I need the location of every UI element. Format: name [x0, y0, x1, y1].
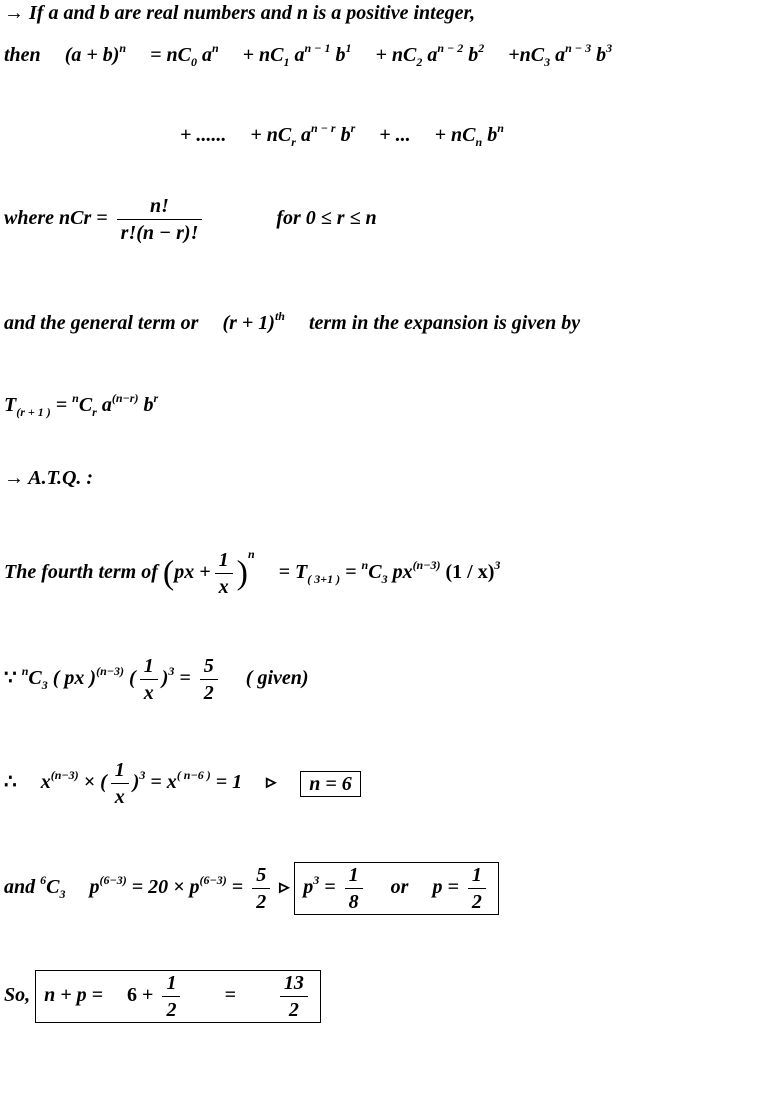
so-num: 1 [162, 973, 180, 997]
term-3-b: b [596, 44, 607, 66]
fourth-n-sup: n [361, 558, 369, 572]
term-0-sub: 0 [190, 55, 197, 69]
expansion-lead: then [4, 44, 41, 66]
final-answer-box [35, 970, 321, 1023]
t-c: C [78, 394, 93, 416]
expansion-lhs-exp: n [119, 41, 127, 55]
andp-eq: = 20 × p [131, 876, 200, 899]
since-given: ( given) [245, 667, 309, 690]
atq-line [4, 468, 93, 488]
t-a-exp: (n−r) [111, 391, 139, 405]
term-1-b-exp: 1 [345, 41, 352, 55]
t-c-sub: r [92, 405, 97, 419]
therefore-times: × ( [83, 771, 107, 794]
term-1: + nC [242, 44, 284, 66]
fourth-c: C [368, 561, 382, 583]
since-rden: 2 [203, 682, 214, 704]
term-2-sub: 2 [416, 55, 423, 69]
expansion-line-2 [180, 122, 504, 148]
open-paren: ( [162, 554, 175, 592]
t-b: b [143, 394, 154, 416]
ncr-condition: for 0 ≤ r ≤ n [276, 207, 377, 230]
since-num: 1 [140, 656, 158, 680]
box-num-2: 1 [468, 865, 486, 889]
fourth-eq2: = [345, 561, 357, 583]
term-3-sub: 3 [544, 55, 551, 69]
therefore-x-exp: (n−3) [50, 768, 79, 783]
so-fraction [162, 973, 180, 1020]
t-n-sup: n [72, 391, 79, 405]
fourth-c-sub: 3 [381, 572, 388, 586]
term-2-a: a [427, 44, 438, 66]
atq-text: A.T.Q. : [28, 467, 94, 489]
since-rnum: 5 [200, 656, 218, 680]
box-den-2: 2 [471, 891, 482, 913]
since-n-sup: n [21, 664, 29, 679]
expansion-dots: + ...... [180, 124, 227, 146]
therefore-close-exp: 3 [139, 768, 146, 783]
since-den: x [143, 682, 154, 704]
therefore-close: ) [132, 771, 140, 794]
ncr-denominator: r!(n − r)! [120, 222, 199, 244]
term-2-b-exp: 2 [478, 41, 485, 55]
t-sub: (r + 1 ) [16, 405, 51, 419]
box-fraction-2 [468, 865, 486, 912]
ncr-fraction [117, 196, 203, 243]
result-n: n = 6 [309, 772, 352, 795]
andp-c: C [46, 876, 60, 899]
and-p-line [4, 862, 499, 915]
term-0-a-exp: n [211, 41, 219, 55]
general-text-2: term in the expansion is given by [308, 312, 581, 334]
because-icon: ∵ [4, 667, 17, 690]
fourth-lead: The fourth term of [4, 561, 158, 583]
so-six: 6 + [127, 984, 154, 1007]
since-c-sub: 3 [41, 678, 48, 693]
andp-c-sub: 3 [59, 887, 66, 902]
fourth-exp: n [247, 547, 255, 561]
ncr-numerator: n! [117, 196, 203, 220]
close-paren: ) [236, 554, 248, 592]
fourth-px: px + [174, 561, 211, 583]
t-formula-line [4, 392, 158, 418]
arrow-icon: → [4, 2, 24, 24]
ncr-lead: where nCr = [4, 207, 108, 230]
andp-p: p [89, 876, 100, 899]
term-r-a-exp: n − r [310, 121, 336, 135]
term-3-b-exp: 3 [606, 41, 613, 55]
term-r-a: a [300, 124, 311, 146]
term-0: = nC [150, 44, 191, 66]
therefore-den: x [114, 786, 125, 808]
fourth-px2: px [392, 561, 413, 583]
so-den: 2 [166, 999, 177, 1021]
so-eq: = [224, 984, 236, 1007]
so-lhs: n + p = [44, 984, 104, 1007]
therefore-num: 1 [111, 760, 129, 784]
result-n-box [300, 771, 361, 797]
therefore-icon: ∴ [4, 771, 17, 794]
since-px-exp: (n−3) [96, 664, 125, 679]
term-1-sub: 1 [283, 55, 290, 69]
therefore-eq: = x [150, 771, 177, 794]
fourth-tail: (1 / x) [445, 561, 495, 583]
fourth-t-sub: ( 3+1 ) [307, 572, 341, 586]
general-th: th [274, 309, 285, 323]
t-symbol: T [4, 394, 17, 416]
box-or: or [390, 876, 409, 899]
andp-den: 2 [256, 891, 267, 913]
term-1-a-exp: n − 1 [304, 41, 331, 55]
andp-fraction [252, 865, 270, 912]
box-den-1: 8 [348, 891, 359, 913]
t-a: a [101, 394, 112, 416]
box-p2: p = [432, 876, 459, 899]
therefore-eq2: = 1 [215, 771, 243, 794]
term-n-b-exp: n [497, 121, 504, 135]
t-b-exp: r [153, 391, 159, 405]
since-close: ) [161, 667, 169, 690]
therefore-line [4, 760, 361, 807]
term-r-sub: r [291, 135, 296, 149]
andp-p2-exp: (6−3) [199, 873, 227, 888]
fourth-tail-exp: 3 [494, 558, 501, 572]
box-fraction-1 [345, 865, 363, 912]
term-3-a: a [555, 44, 566, 66]
fourth-px-exp: (n−3) [412, 558, 441, 572]
term-1-b: b [335, 44, 346, 66]
intro-line [4, 3, 475, 23]
so-result-fraction [280, 973, 308, 1020]
andp-six: 6 [40, 873, 47, 888]
box-p: p [303, 876, 314, 899]
fourth-fraction [215, 550, 233, 597]
andp-lead: and [4, 876, 36, 899]
fourth-eq1: = T [278, 561, 308, 583]
term-3-a-exp: n − 3 [565, 41, 592, 55]
term-n-sub: n [475, 135, 483, 149]
so-line [4, 970, 321, 1023]
triangle-right-icon: ▹ [279, 876, 290, 899]
so-rnum: 13 [280, 973, 308, 997]
intro-text: If a and b are real numbers and n is a positive integer, [29, 2, 476, 24]
expansion-lhs: (a + b) [64, 44, 120, 66]
since-rhs-fraction [200, 656, 218, 703]
andp-p-exp: (6−3) [99, 873, 127, 888]
fourth-den: x [218, 575, 229, 598]
fourth-term-line [4, 548, 500, 597]
term-n: + nC [434, 124, 476, 146]
term-0-a: a [201, 44, 212, 66]
expansion-mid: + ... [379, 124, 411, 146]
general-text-1: and the general term or [4, 312, 199, 334]
box-num-1: 1 [345, 865, 363, 889]
since-px: ( px ) [52, 667, 97, 690]
so-rden: 2 [288, 999, 299, 1021]
so-lead: So, [4, 984, 31, 1007]
t-eq: = [55, 394, 68, 416]
since-close-exp: 3 [168, 664, 175, 679]
term-2-b: b [468, 44, 479, 66]
general-term-line [4, 310, 580, 333]
therefore-x: x [40, 771, 51, 794]
andp-eq2: = [231, 876, 244, 899]
arrow-icon: → [4, 467, 24, 489]
result-p-box [294, 862, 499, 915]
since-c: C [28, 667, 42, 690]
box-eq: = [324, 876, 336, 899]
term-3: +nC [508, 44, 545, 66]
term-r: + nC [250, 124, 292, 146]
since-line [4, 656, 309, 703]
term-2-a-exp: n − 2 [437, 41, 464, 55]
box-p-exp: 3 [313, 873, 320, 888]
since-eq: = [179, 667, 191, 690]
since-open: ( [129, 667, 136, 690]
ncr-line [4, 196, 377, 243]
term-r-b: b [340, 124, 351, 146]
term-n-b: b [487, 124, 498, 146]
therefore-x2-exp: ( n−6 ) [176, 768, 211, 783]
term-1-a: a [294, 44, 305, 66]
triangle-right-icon: ▹ [266, 771, 277, 794]
andp-num: 5 [252, 865, 270, 889]
expansion-line-1 [4, 42, 612, 68]
since-fraction [140, 656, 158, 703]
term-2: + nC [375, 44, 417, 66]
general-paren: (r + 1) [222, 312, 275, 334]
term-r-b-exp: r [350, 121, 356, 135]
therefore-fraction [111, 760, 129, 807]
fourth-num: 1 [215, 550, 233, 574]
